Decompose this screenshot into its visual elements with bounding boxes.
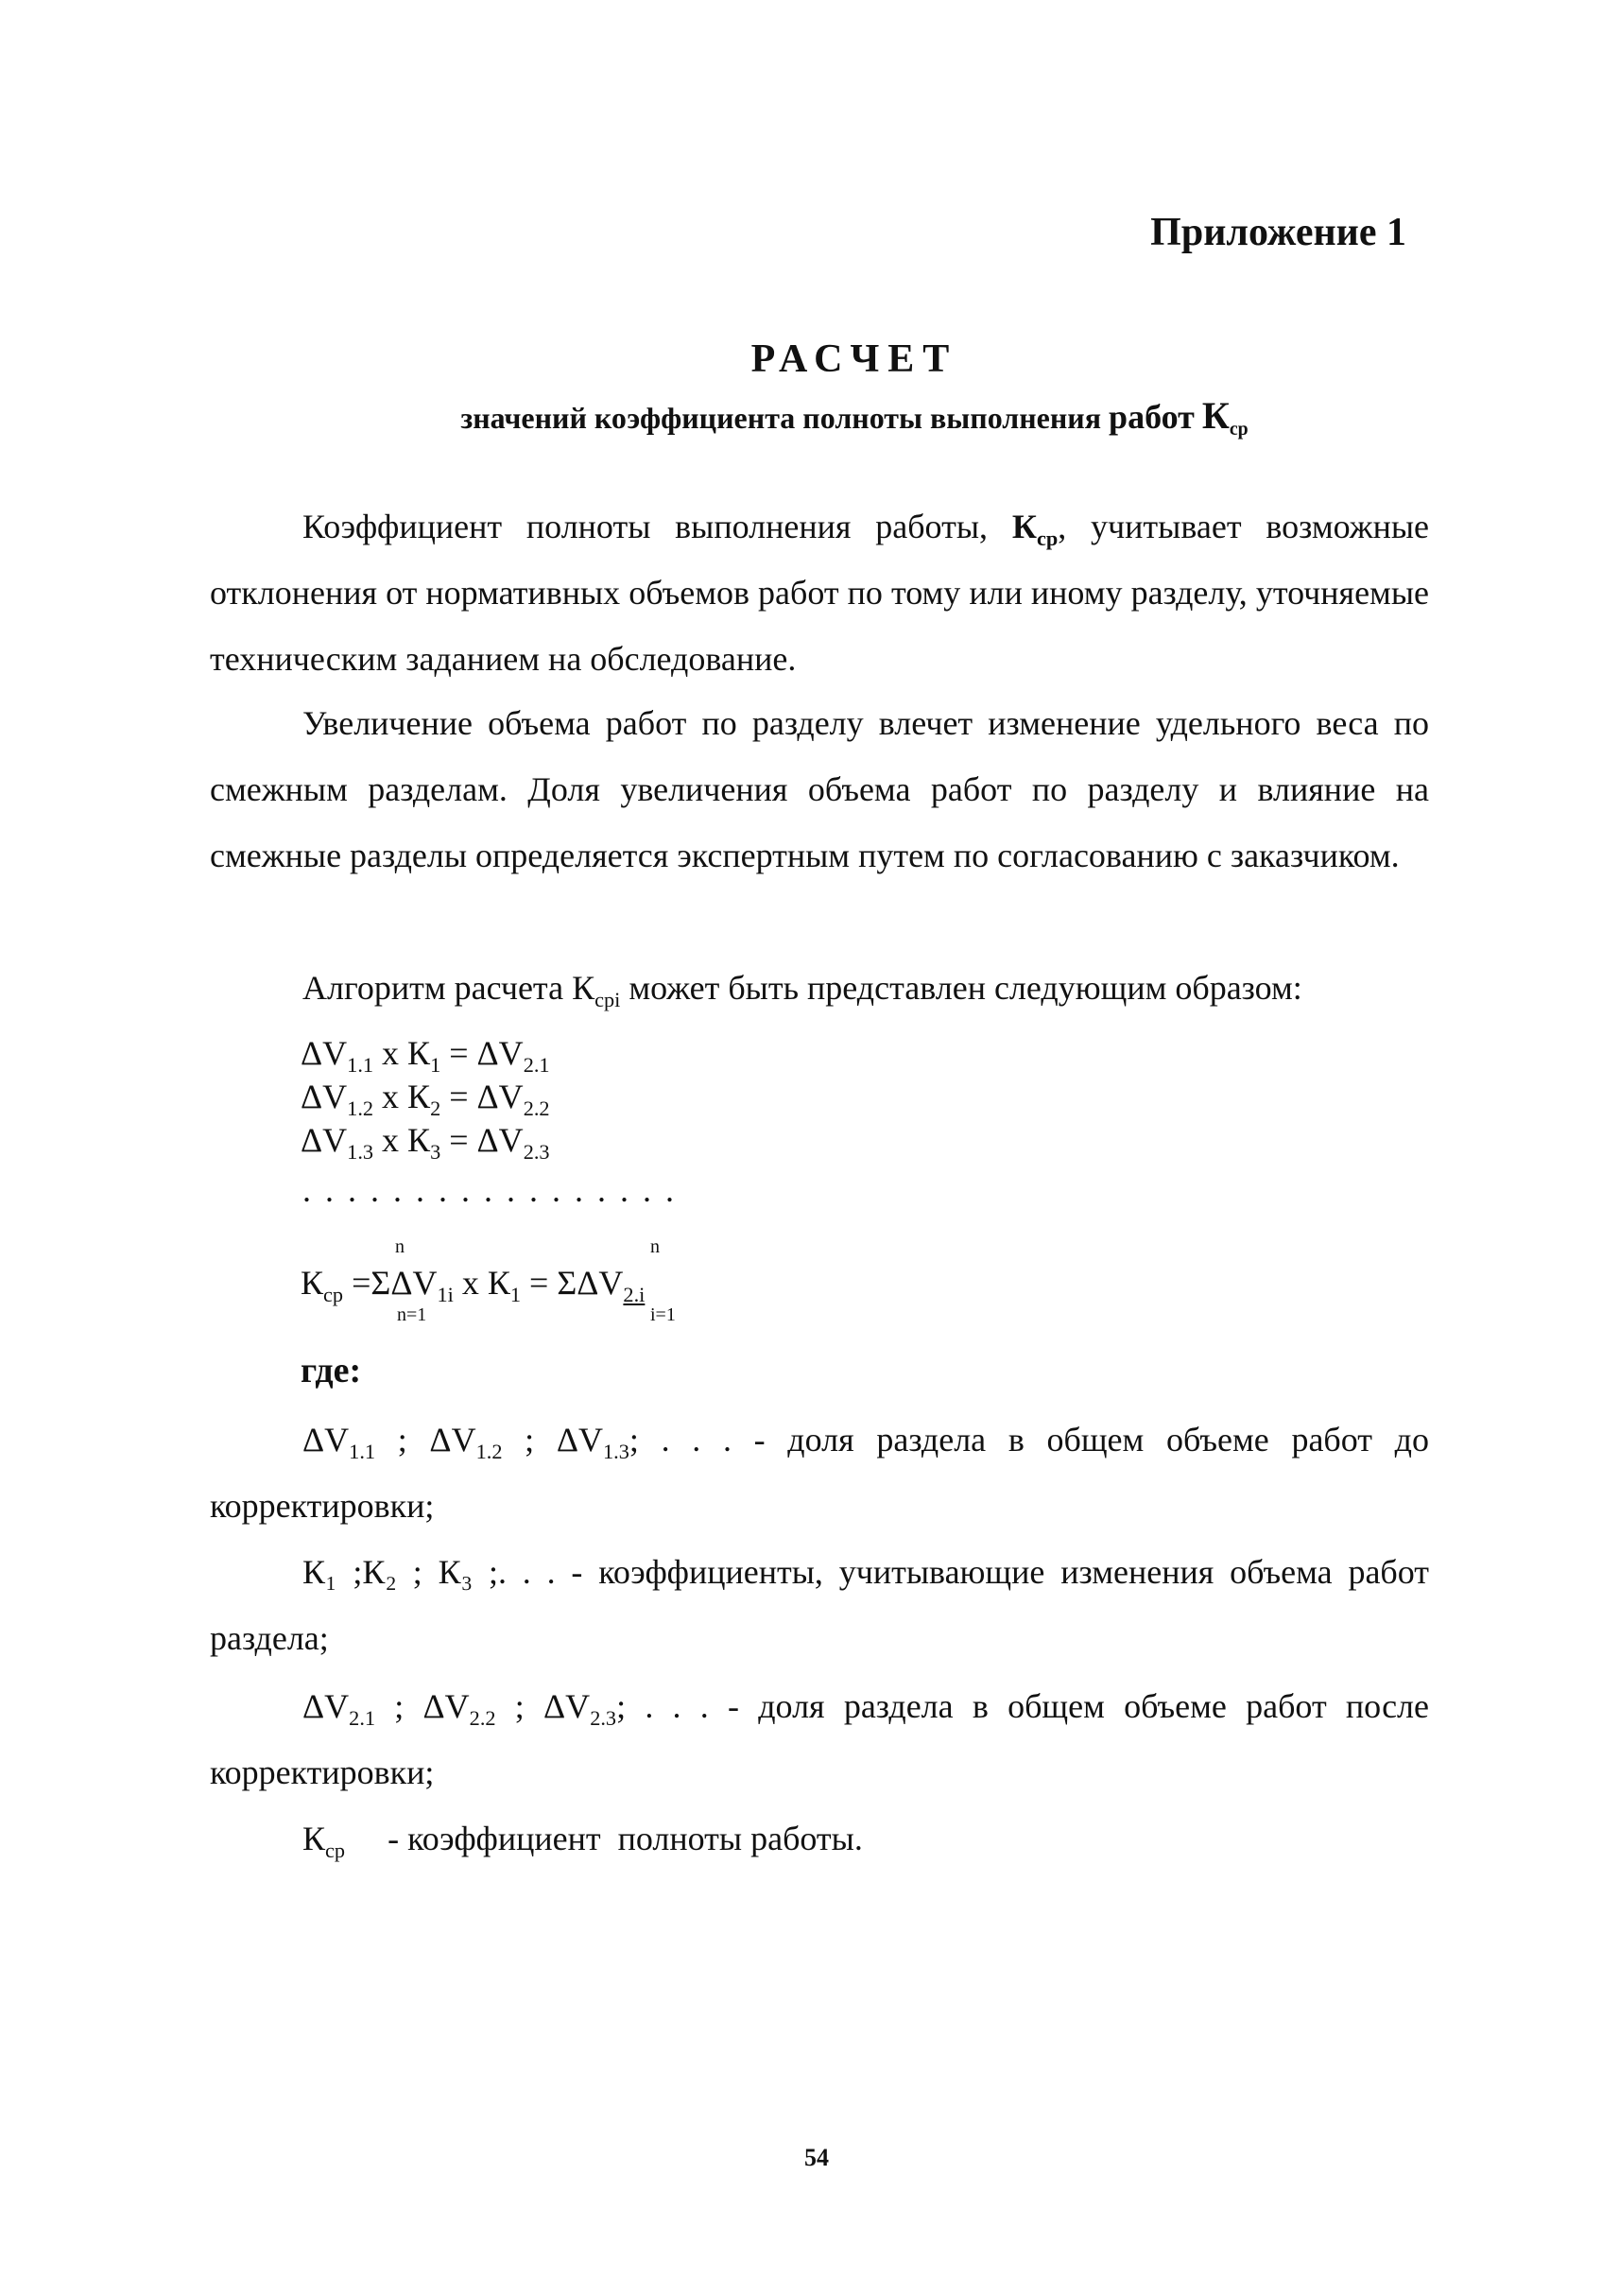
formula-sub: 2.3 — [523, 1139, 550, 1164]
paragraph-1-end: , учитывает возможные отклонения от нормативных объемов работ по тому или иному разделу, уточняемые техническим заданием на обследование. — [210, 508, 1430, 678]
subtitle-symbol-sub: ср — [1229, 418, 1249, 440]
formula-sub: 2 — [430, 1096, 441, 1120]
formula-line-1 — [301, 1034, 550, 1077]
where-term: ΔV — [302, 1687, 350, 1725]
formula-coef: К — [407, 1121, 431, 1159]
document-title: РАСЧЕТ — [750, 337, 958, 381]
formula-coef: К — [407, 1034, 431, 1072]
where-item-2 — [210, 1539, 1429, 1671]
formula-term: ΔV — [476, 1034, 524, 1072]
sum-right: = ΣΔV — [521, 1264, 624, 1302]
formula-eq: = — [440, 1034, 477, 1072]
paragraph-1-symbol-sub: ср — [1036, 526, 1059, 550]
paragraph-3-sub: срi — [594, 987, 621, 1011]
formula-sub: 3 — [430, 1139, 441, 1164]
paragraph-1 — [210, 493, 1429, 692]
where-item-3 — [210, 1673, 1429, 1805]
formula-sub: 1.1 — [347, 1052, 374, 1077]
formula-sub: 1 — [430, 1052, 441, 1077]
formula-op: x — [373, 1121, 408, 1159]
where-sub: 1.2 — [475, 1439, 503, 1463]
paragraph-3 — [210, 955, 1429, 1021]
sum-left: =ΣΔV — [343, 1264, 438, 1302]
sum-left-sub: 1i — [437, 1282, 454, 1306]
where-desc: - коэффициент полноты работы. — [345, 1820, 863, 1857]
formula-term: ΔV — [476, 1078, 524, 1115]
where-sub: 1.3 — [603, 1439, 629, 1463]
where-item-4 — [210, 1805, 1429, 1872]
sum-lower-limit-left: n=1 — [397, 1304, 427, 1325]
sum-k-sub: ср — [323, 1282, 344, 1306]
formula-term: ΔV — [301, 1121, 348, 1159]
sum-lower-limit-right: i=1 — [650, 1304, 676, 1325]
page-number: 54 — [804, 2144, 829, 2171]
formula-sub: 1.3 — [347, 1139, 374, 1164]
formula-term: ΔV — [301, 1034, 348, 1072]
where-sub: 1.1 — [349, 1439, 376, 1463]
sum-formula — [301, 1263, 646, 1306]
sum-upper-limit-left: n — [395, 1236, 405, 1257]
formula-eq: = — [440, 1121, 477, 1159]
formula-sub: 2.1 — [523, 1052, 550, 1077]
sum-k: К — [301, 1264, 324, 1302]
where-term: ΔV — [302, 1421, 350, 1459]
where-label: где: — [301, 1351, 362, 1390]
formula-line-3 — [301, 1121, 550, 1164]
where-sep: ; ΔV — [375, 1687, 470, 1725]
subtitle-word: работ — [1109, 398, 1195, 436]
paragraph-2 — [210, 690, 1429, 889]
sum-upper-limit-right: n — [650, 1236, 660, 1257]
formula-coef: К — [407, 1078, 431, 1115]
formula-sub: 1.2 — [347, 1096, 374, 1120]
formula-op: x — [373, 1034, 408, 1072]
document-subtitle — [0, 393, 1619, 438]
where-term: К — [302, 1820, 326, 1857]
paragraph-2-text: Увеличение объема работ по разделу влечет изменение удельного веса по смежным разделам. Доля увеличения объема работ по разделу и влияние на смежные разделы определяется экспертным путем по согласованию с заказчиком. — [210, 704, 1429, 874]
formula-term: ΔV — [301, 1078, 348, 1115]
formula-term: ΔV — [476, 1121, 524, 1159]
formula-line-2 — [301, 1078, 550, 1120]
where-sub: 2.1 — [349, 1705, 376, 1730]
where-desc: ; . . . - доля раздела в общем объеме работ до корректировки; — [210, 1421, 1429, 1525]
paragraph-3-start: Алгоритм расчета К — [302, 969, 595, 1007]
where-item-1 — [210, 1407, 1429, 1539]
subtitle-text: значений коэффициента полноты выполнения — [460, 401, 1102, 435]
paragraph-1-symbol: К — [1011, 508, 1037, 545]
sum-right-sub: 2.i — [623, 1282, 646, 1306]
where-sub: 2.3 — [590, 1705, 617, 1730]
formula-sub: 2.2 — [523, 1096, 550, 1120]
formula-eq: = — [440, 1078, 477, 1115]
where-sub: ср — [325, 1838, 346, 1862]
formula-ellipsis: . . . . . . . . . . . . . . . . . — [302, 1171, 677, 1209]
where-desc: ; . . . - доля раздела в общем объеме работ после корректировки; — [210, 1687, 1429, 1791]
where-sub: 2.2 — [469, 1705, 496, 1730]
paragraph-3-end: может быть представлен следующим образом: — [620, 969, 1302, 1007]
where-desc: К₁ ;К₂ ; К₃ ;. . . - коэффициенты, учитывающие изменения объема работ раздела; — [210, 1553, 1429, 1657]
sum-middle: x К — [453, 1264, 510, 1302]
where-sep: ; ΔV — [495, 1687, 591, 1725]
subtitle-symbol: К — [1201, 394, 1230, 437]
appendix-label: Приложение 1 — [1150, 211, 1406, 254]
formula-op: x — [373, 1078, 408, 1115]
paragraph-1-start: Коэффициент полноты выполнения работы, — [302, 508, 989, 545]
sum-middle-sub: 1 — [509, 1282, 522, 1306]
where-sep: ; ΔV — [375, 1421, 476, 1459]
where-sep: ; ΔV — [502, 1421, 603, 1459]
